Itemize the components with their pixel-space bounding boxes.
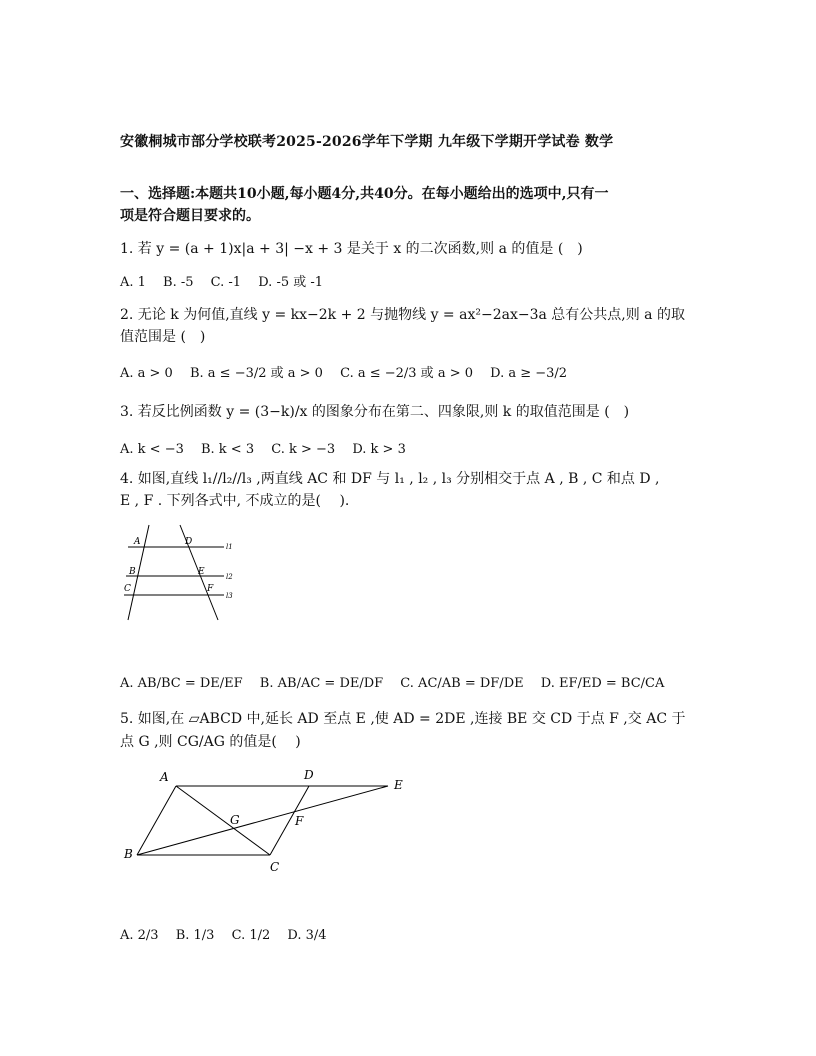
question-4-stem-line2: E , F . 下列各式中, 不成立的是( ).: [120, 493, 350, 509]
segment-ab: [137, 786, 176, 855]
question-4-options: A. AB/BC = DE/EF B. AB/AC = DE/DF C. AC/AB = DF/DE D. EF/ED = BC/CA: [120, 676, 665, 691]
label-e: E: [394, 778, 403, 792]
question-1-options: A. 1 B. -5 C. -1 D. -5 或 -1: [120, 275, 324, 290]
question-2-options: A. a > 0 B. a ≤ −3/2 或 a > 0 C. a ≤ −2/3 或 a > 0 D. a ≥ −3/2: [120, 366, 568, 381]
question-1-stem: 1. 若 y = (a + 1)x|a + 3| −x + 3 是关于 x 的二次函数,则 a 的值是 ( ): [120, 241, 583, 257]
label-l3: l3: [226, 592, 233, 600]
label-f: F: [207, 584, 214, 594]
label-b: B: [129, 567, 136, 577]
label-g: G: [230, 813, 240, 827]
label-a: A: [134, 537, 141, 547]
label-e: E: [198, 567, 205, 577]
page-title: 安徽桐城市部分学校联考2025-2026学年下学期 九年级下学期开学试卷 数学: [120, 134, 614, 150]
parallelogram-figure: [118, 764, 418, 879]
label-f: F: [295, 814, 304, 828]
parallel-lines-figure: [118, 520, 238, 625]
question-5-options: A. 2/3 B. 1/3 C. 1/2 D. 3/4: [120, 928, 327, 943]
label-d: D: [304, 768, 314, 782]
question-2-stem-line1: 2. 无论 k 为何值,直线 y = kx−2k + 2 与抛物线 y = ax²−2ax−3a 总有公共点,则 a 的取: [120, 307, 685, 323]
question-2-stem-line2: 值范围是 ( ): [120, 329, 206, 345]
label-c: C: [124, 584, 131, 594]
segment-be: [137, 786, 388, 855]
label-c: C: [270, 860, 280, 874]
label-l2: l2: [226, 573, 233, 581]
label-d: D: [185, 537, 193, 547]
label-l1: l1: [226, 543, 233, 551]
question-3-options: A. k < −3 B. k < 3 C. k > −3 D. k > 3: [120, 442, 406, 457]
question-5-stem-line2: 点 G ,则 CG/AG 的值是( ): [120, 734, 301, 750]
segment-ac: [176, 786, 270, 855]
question-3-stem: 3. 若反比例函数 y = (3−k)/x 的图象分布在第二、四象限,则 k 的取值范围是 ( ): [120, 404, 630, 420]
section-heading-line2: 项是符合题目要求的。: [120, 208, 260, 224]
label-a: A: [160, 770, 169, 784]
question-4-stem-line1: 4. 如图,直线 l₁//l₂//l₃ ,两直线 AC 和 DF 与 l₁ , l₂ , l₃ 分别相交于点 A , B , C 和点 D ,: [120, 471, 660, 487]
label-b: B: [124, 847, 133, 861]
section-heading-line1: 一、选择题:本题共10小题,每小题4分,共40分。在每小题给出的选项中,只有一: [120, 186, 609, 202]
question-5-stem-line1: 5. 如图,在 ▱ABCD 中,延长 AD 至点 E ,使 AD = 2DE ,连接 BE 交 CD 于点 F ,交 AC 于: [120, 711, 686, 727]
